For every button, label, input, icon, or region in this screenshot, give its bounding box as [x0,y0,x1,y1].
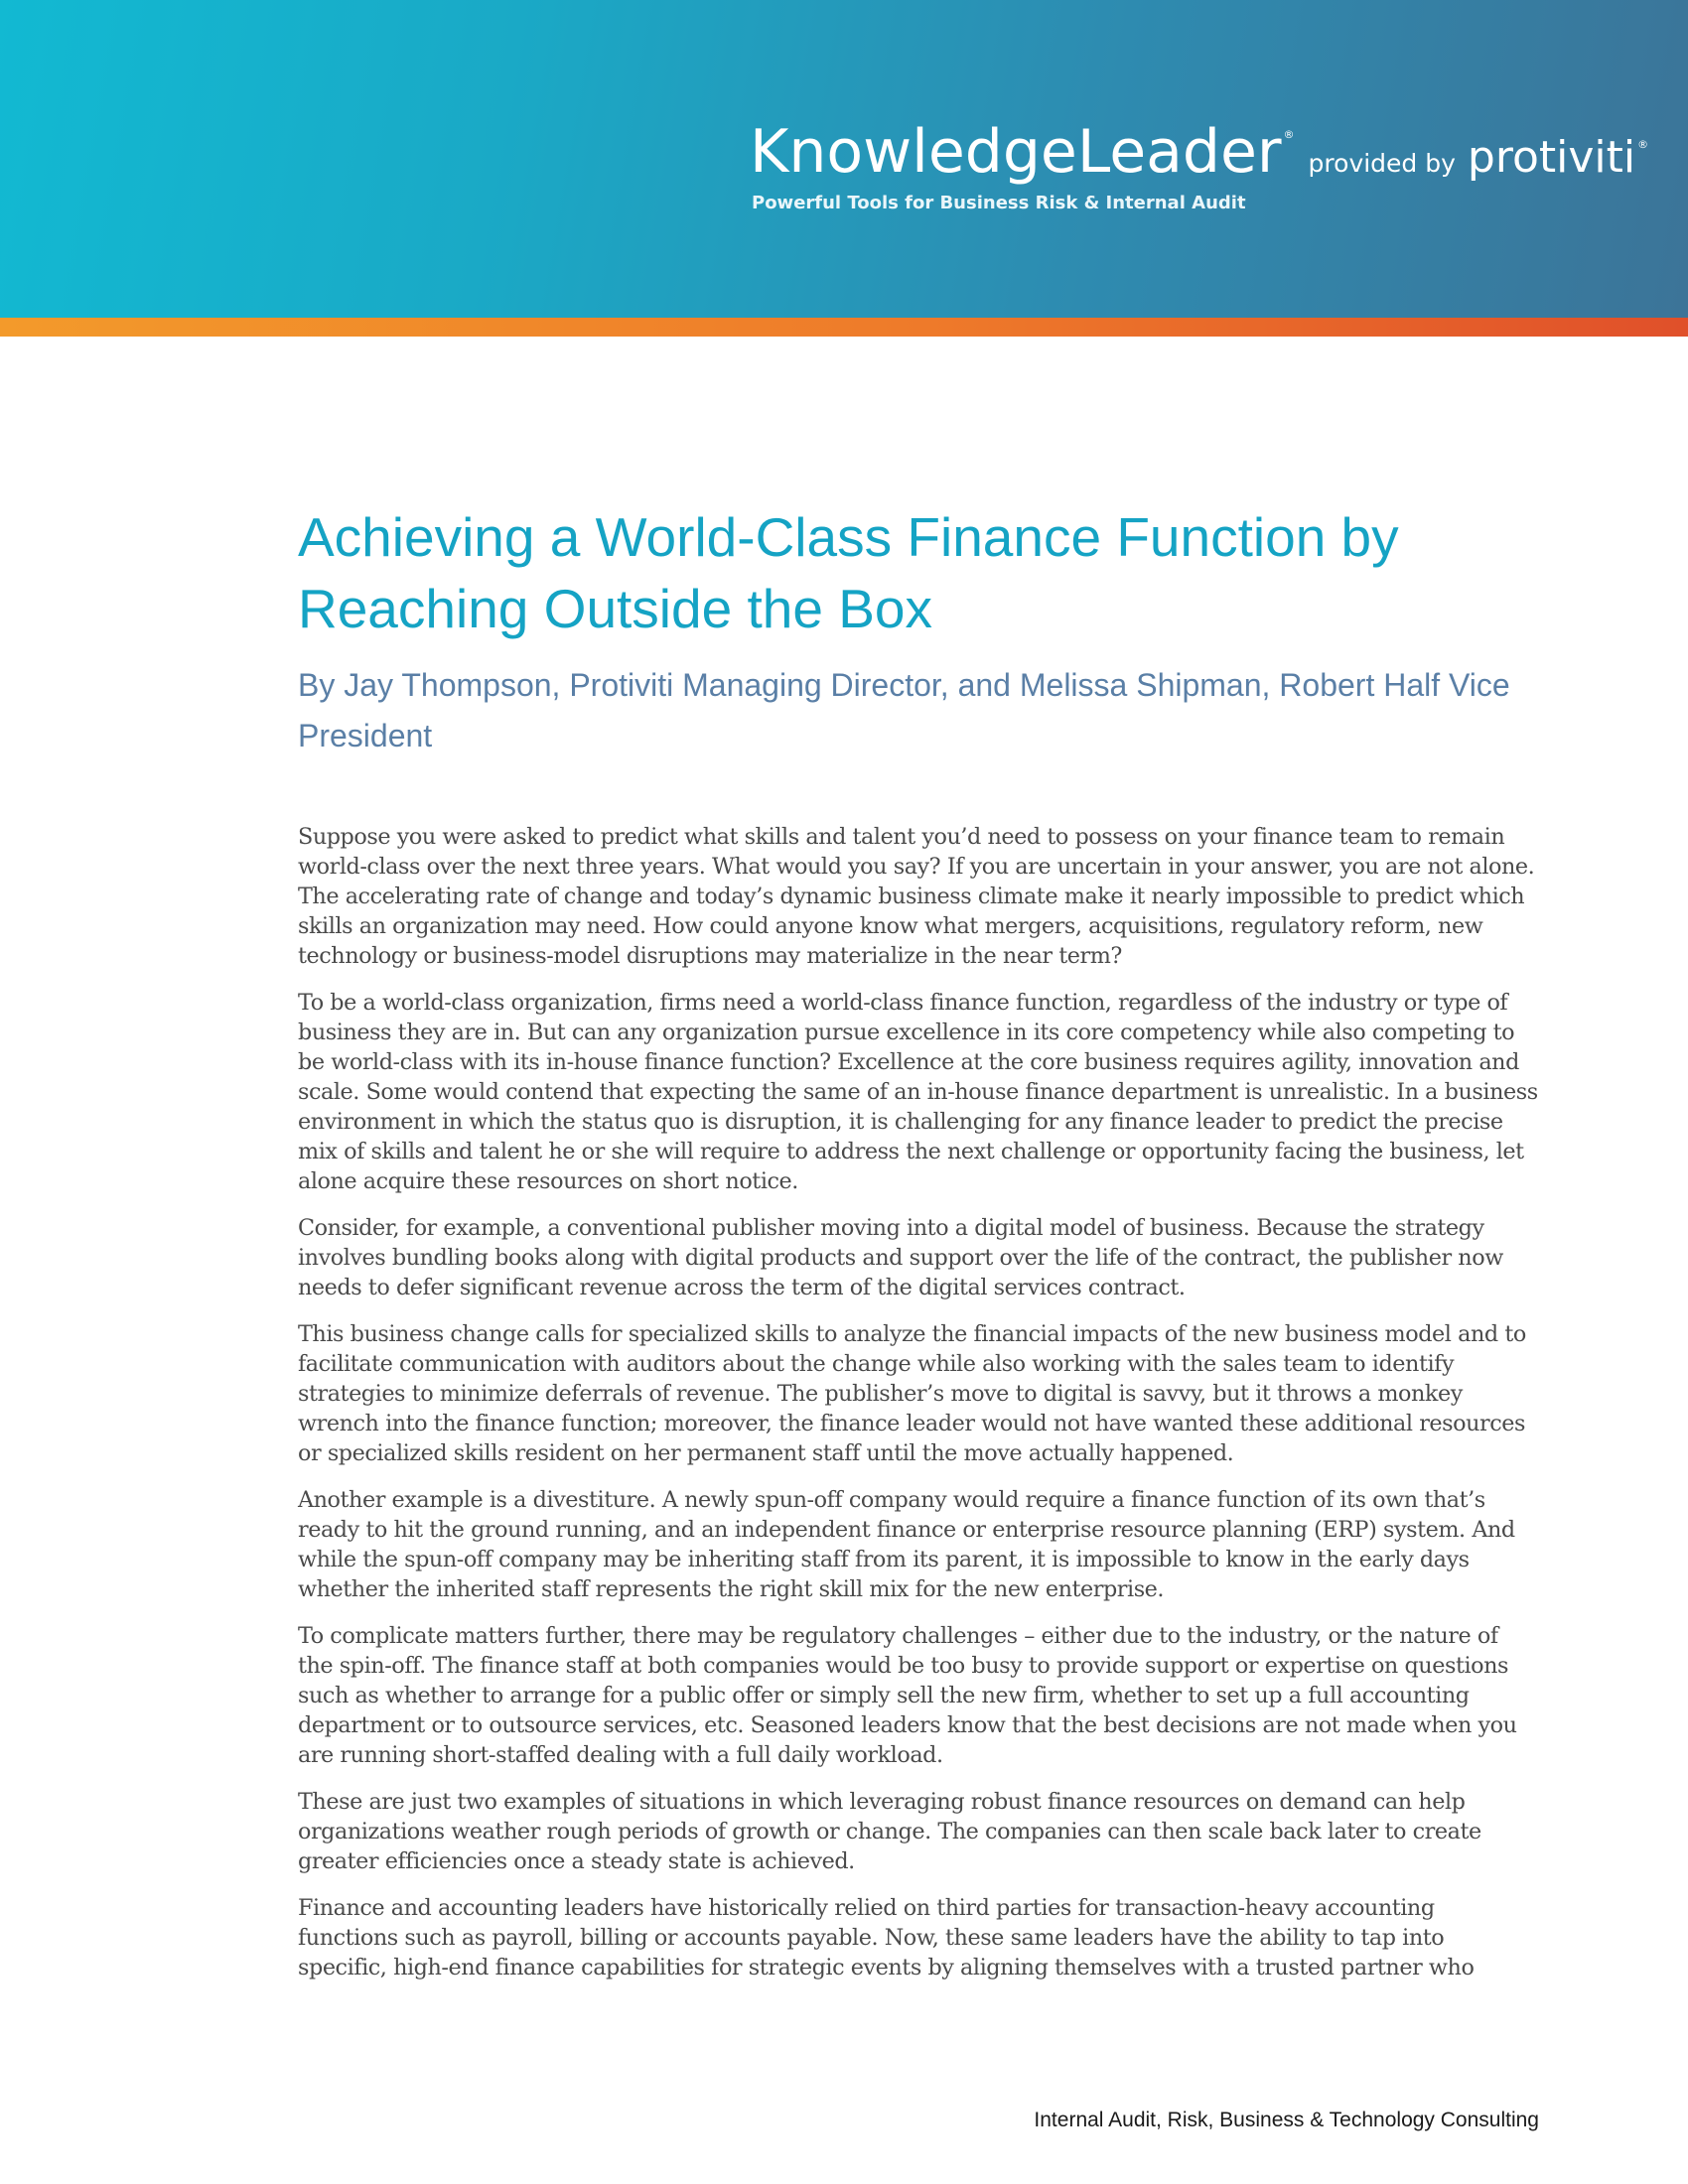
paragraph-8: Finance and accounting leaders have historically relied on third parties for transaction-heavy accounting functions such as payroll, billing or accounts payable. Now, these same leaders have the ability to tap into specific, high-end finance capabilities for strategic events by aligning themselves with a trusted partner who [298,1895,1475,1980]
brand-logo [750,117,1648,213]
paragraph-5: Another example is a divestiture. A newly spun-off company would require a finance function of its own that’s ready to hit the ground running, and an independent finance or enterprise resource planning (ERP) system. And while the spun-off company may be inheriting staff from its parent, it is impossible to know in the early days whether the inherited staff represents the right skill mix for the new enterprise. [298,1487,1515,1602]
paragraph-3: Consider, for example, a conventional publisher moving into a digital model of business. Because the strategy involves bundling books along with digital products and support over the life of the contract, the publisher now needs to defer significant revenue across the term of the digital services contract. [298,1215,1503,1300]
brand-name: KnowledgeLeader [750,117,1282,187]
provided-by-label: provided by [1308,149,1456,178]
page-footer: Internal Audit, Risk, Business & Technology Consulting [1034,2109,1539,2131]
company-registered-mark: ® [1637,138,1649,151]
brand-logo-line [750,117,1648,187]
paragraph-2: To be a world-class organization, firms need a world-class finance function, regardless of the industry or type of business they are in. But can any organization pursue excellence in its core competency while also competing to be world-class with its in-house finance function? Excellence at the core business requires agility, innovation and scale. Some would contend that expecting the same of an in-house finance department is unrealistic. In a business environment in which the status quo is disruption, it is challenging for any finance leader to predict the precise mix of skills and talent he or she will require to address the next challenge or opportunity facing the business, let alone acquire these resources on short notice. [298,990,1538,1194]
paragraph-4: This business change calls for specialized skills to analyze the financial impacts of the new business model and to facilitate communication with auditors about the change while also working with the sales team to identify strategies to minimize deferrals of revenue. The publisher’s move to digital is savvy, but it throws a monkey wrench into the finance function; moreover, the finance leader would not have wanted these additional resources or specialized skills resident on her permanent staff until the move actually happened. [298,1321,1526,1466]
company-name: protiviti [1467,132,1636,183]
brand-tagline: Powerful Tools for Business Risk & Internal Audit [752,193,1246,213]
paragraph-1: Suppose you were asked to predict what skills and talent you’d need to possess on your finance team to remain world-class over the next three years. What would you say? If you are uncertain in your answer, you are not alone. The accelerating rate of change and today’s dynamic business climate make it nearly impossible to predict which skills an organization may need. How could anyone know what mergers, acquisitions, regulatory reform, new technology or business-model disruptions may materialize in the near term? [298,824,1535,969]
banner-accent-stripe [0,318,1688,337]
article-body [298,822,1539,1999]
paragraph-7: These are just two examples of situations in which leveraging robust finance resources on demand can help organizations weather rough periods of growth or change. The companies can then scale back later to create greater efficiencies once a steady state is achieved. [298,1789,1481,1874]
article-byline: By Jay Thompson, Protiviti Managing Director, and Melissa Shipman, Robert Half Vice President [298,667,1510,753]
paragraph-6: To complicate matters further, there may be regulatory challenges – either due to the industry, or the nature of the spin-off. The finance staff at both companies would be too busy to provide support or expertise on questions such as whether to arrange for a public offer or simply sell the new firm, whether to set up a full accounting department or to outsource services, etc. Seasoned leaders know that the best decisions are not made when you are running short-staffed dealing with a full daily workload. [298,1623,1517,1768]
article-title: Achieving a World-Class Finance Function by Reaching Outside the Box [298,506,1399,639]
brand-registered-mark: ® [1283,128,1295,141]
